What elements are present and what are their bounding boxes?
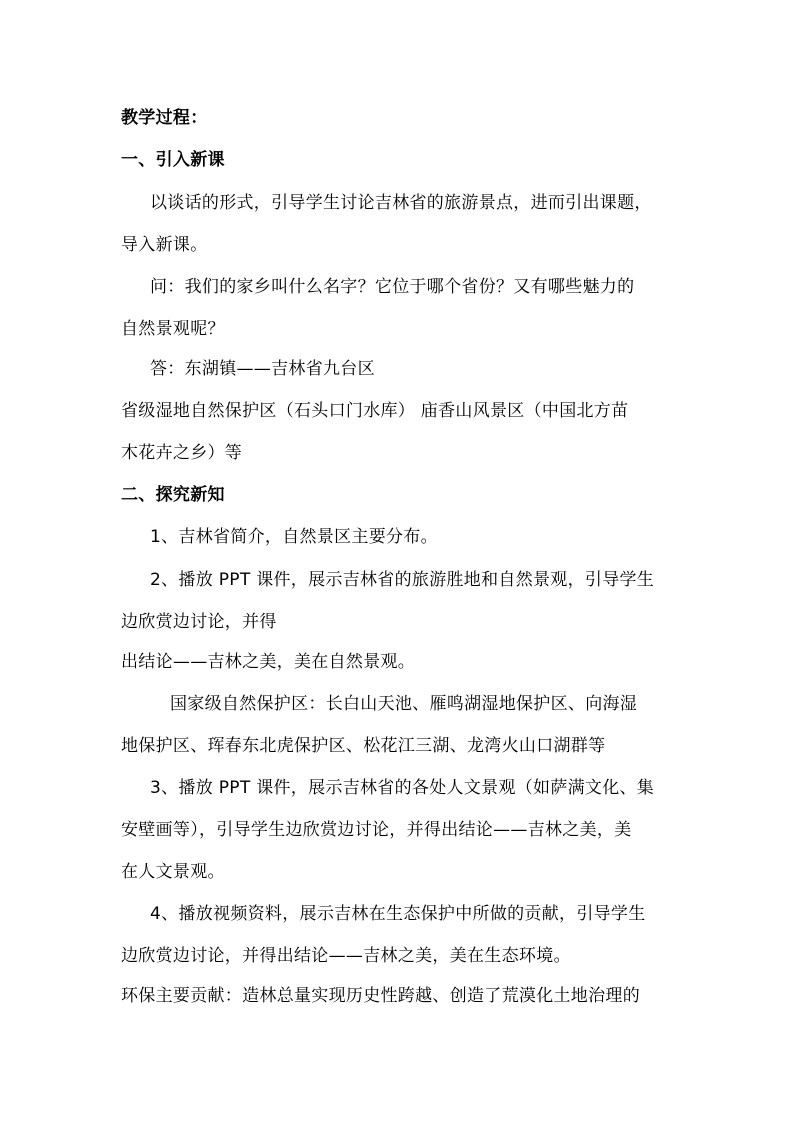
paragraph-line: 自然景观呢？ [121, 319, 225, 339]
heading-teaching-process: 教学过程： [121, 108, 208, 128]
paragraph-line: 4、播放视频资料，展示吉林在生态保护中所做的贡献，引导学生 [150, 904, 646, 924]
section-heading-explore: 二、探究新知 [121, 485, 225, 505]
paragraph-line: 答：东湖镇——吉林省九台区 [150, 359, 375, 379]
paragraph-line: 省级湿地自然保护区（石头口门水库） 庙香山风景区（中国北方苗 [121, 401, 629, 421]
paragraph-line: 在人文景观。 [121, 862, 225, 882]
section-heading-intro: 一、引入新课 [121, 150, 225, 170]
paragraph-line: 出结论——吉林之美，美在自然景观。 [121, 652, 416, 672]
paragraph-line: 边欣赏边讨论，并得出结论——吉林之美，美在生态环境。 [121, 946, 571, 966]
paragraph-line: 地保护区、珲春东北虎保护区、松花江三湖、龙湾火山口湖群等 [121, 736, 606, 756]
paragraph-line: 边欣赏边讨论，并得 [121, 612, 277, 632]
paragraph-line: 问：我们的家乡叫什么名字？它位于哪个省份？又有哪些魅力的 [150, 277, 635, 297]
paragraph-line: 木花卉之乡）等 [121, 443, 243, 463]
paragraph-line: 2、播放 PPT 课件，展示吉林省的旅游胜地和自然景观，引导学生 [150, 570, 655, 590]
paragraph-line: 环保主要贡献：造林总量实现历史性跨越、创造了荒漠化土地治理的 [121, 986, 640, 1006]
paragraph-line: 导入新课。 [121, 235, 208, 255]
paragraph-line: 1、吉林省简介，自然景区主要分布。 [150, 527, 438, 547]
paragraph-line: 安壁画等），引导学生边欣赏边讨论，并得出结论——吉林之美，美 [121, 820, 632, 840]
paragraph-line: 3、播放 PPT 课件，展示吉林省的各处人文景观（如萨满文化、集 [150, 778, 655, 798]
paragraph-line: 以谈话的形式，引导学生讨论吉林省的旅游景点，进而引出课题， [150, 193, 652, 213]
paragraph-line: 国家级自然保护区：长白山天池、雁鸣湖湿地保护区、向海湿 [170, 694, 638, 714]
